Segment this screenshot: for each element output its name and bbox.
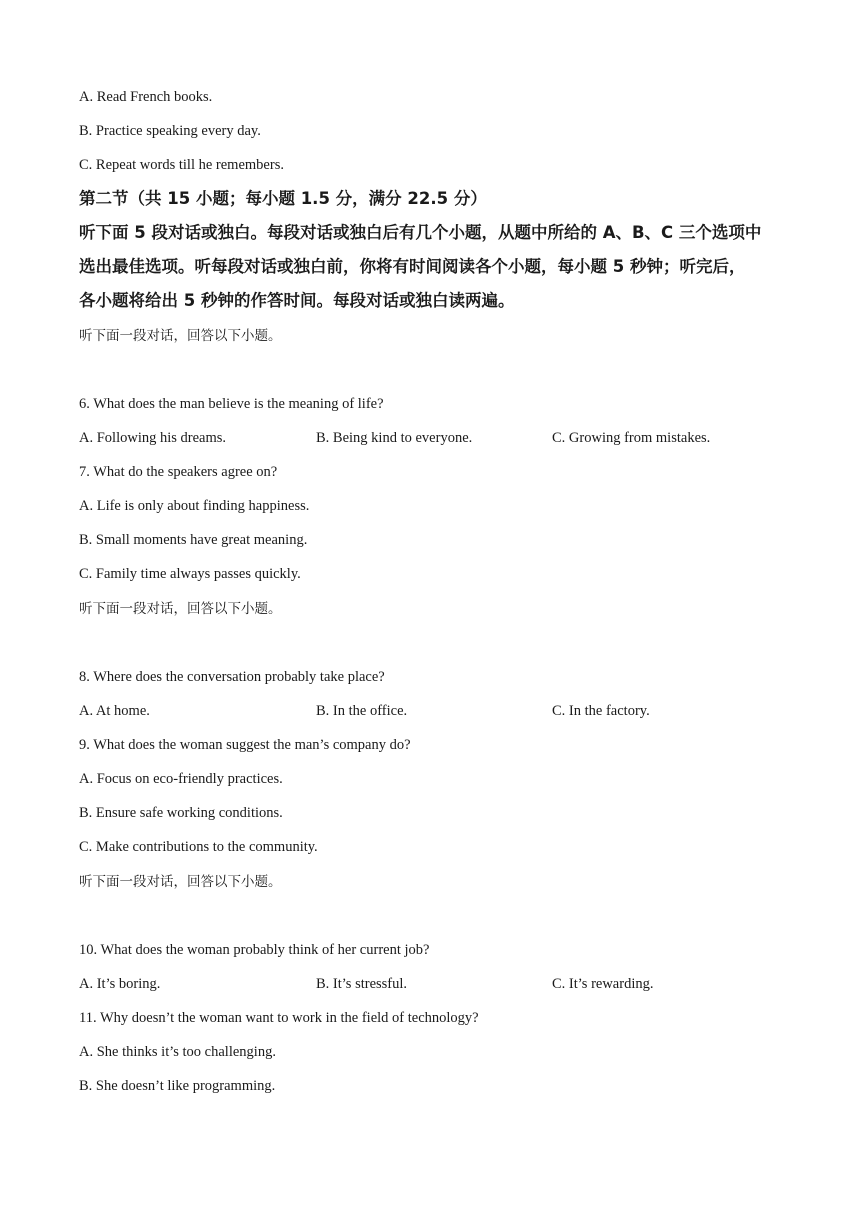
question-8-option-b: B. In the office. bbox=[316, 703, 408, 719]
question-7-option-b: B. Small moments have great meaning. bbox=[79, 532, 308, 548]
question-10-option-c: C. It’s rewarding. bbox=[552, 976, 654, 992]
section-instructions-line-1: 听下面 5 段对话或独白。每段对话或独白后有几个小题，从题中所给的 A、B、C 三个选项中 bbox=[79, 223, 762, 242]
question-6-stem: 6. What does the man believe is the meaning of life? bbox=[79, 396, 384, 412]
question-11-option-a: A. She thinks it’s too challenging. bbox=[79, 1044, 276, 1060]
dialogue-intro: 听下面一段对话，回答以下小题。 bbox=[79, 328, 282, 344]
question-9-option-a: A. Focus on eco-friendly practices. bbox=[79, 771, 283, 787]
question-6-option-a: A. Following his dreams. bbox=[79, 430, 227, 446]
question-8-option-a: A. At home. bbox=[79, 703, 150, 719]
question-11-stem: 11. Why doesn’t the woman want to work in the field of technology? bbox=[79, 1010, 479, 1026]
section-instructions-line-3: 各小题将给出 5 秒钟的作答时间。每段对话或独白读两遍。 bbox=[79, 291, 515, 310]
question-6-option-c: C. Growing from mistakes. bbox=[552, 430, 711, 446]
option-c: C. Repeat words till he remembers. bbox=[79, 157, 284, 173]
option-a: A. Read French books. bbox=[79, 89, 213, 105]
section-instructions-line-2: 选出最佳选项。听每段对话或独白前，你将有时间阅读各个小题，每小题 5 秒钟；听完后， bbox=[79, 257, 746, 276]
question-7-option-c: C. Family time always passes quickly. bbox=[79, 566, 301, 582]
question-10-stem: 10. What does the woman probably think of her current job? bbox=[79, 942, 430, 958]
question-9-stem: 9. What does the woman suggest the man’s company do? bbox=[79, 737, 411, 753]
dialogue-intro: 听下面一段对话，回答以下小题。 bbox=[79, 874, 282, 890]
question-8-stem: 8. Where does the conversation probably take place? bbox=[79, 669, 385, 685]
question-8-option-c: C. In the factory. bbox=[552, 703, 650, 719]
question-7-stem: 7. What do the speakers agree on? bbox=[79, 464, 278, 480]
question-11-option-b: B. She doesn’t like programming. bbox=[79, 1078, 276, 1094]
question-10-option-a: A. It’s boring. bbox=[79, 976, 161, 992]
question-10-option-b: B. It’s stressful. bbox=[316, 976, 408, 992]
dialogue-intro: 听下面一段对话，回答以下小题。 bbox=[79, 601, 282, 617]
question-9-option-b: B. Ensure safe working conditions. bbox=[79, 805, 283, 821]
question-7-option-a: A. Life is only about finding happiness. bbox=[79, 498, 310, 514]
question-6-option-b: B. Being kind to everyone. bbox=[316, 430, 473, 446]
question-9-option-c: C. Make contributions to the community. bbox=[79, 839, 318, 855]
section-title: 第二节（共 15 小题；每小题 1.5 分，满分 22.5 分） bbox=[79, 189, 487, 208]
option-b: B. Practice speaking every day. bbox=[79, 123, 261, 139]
